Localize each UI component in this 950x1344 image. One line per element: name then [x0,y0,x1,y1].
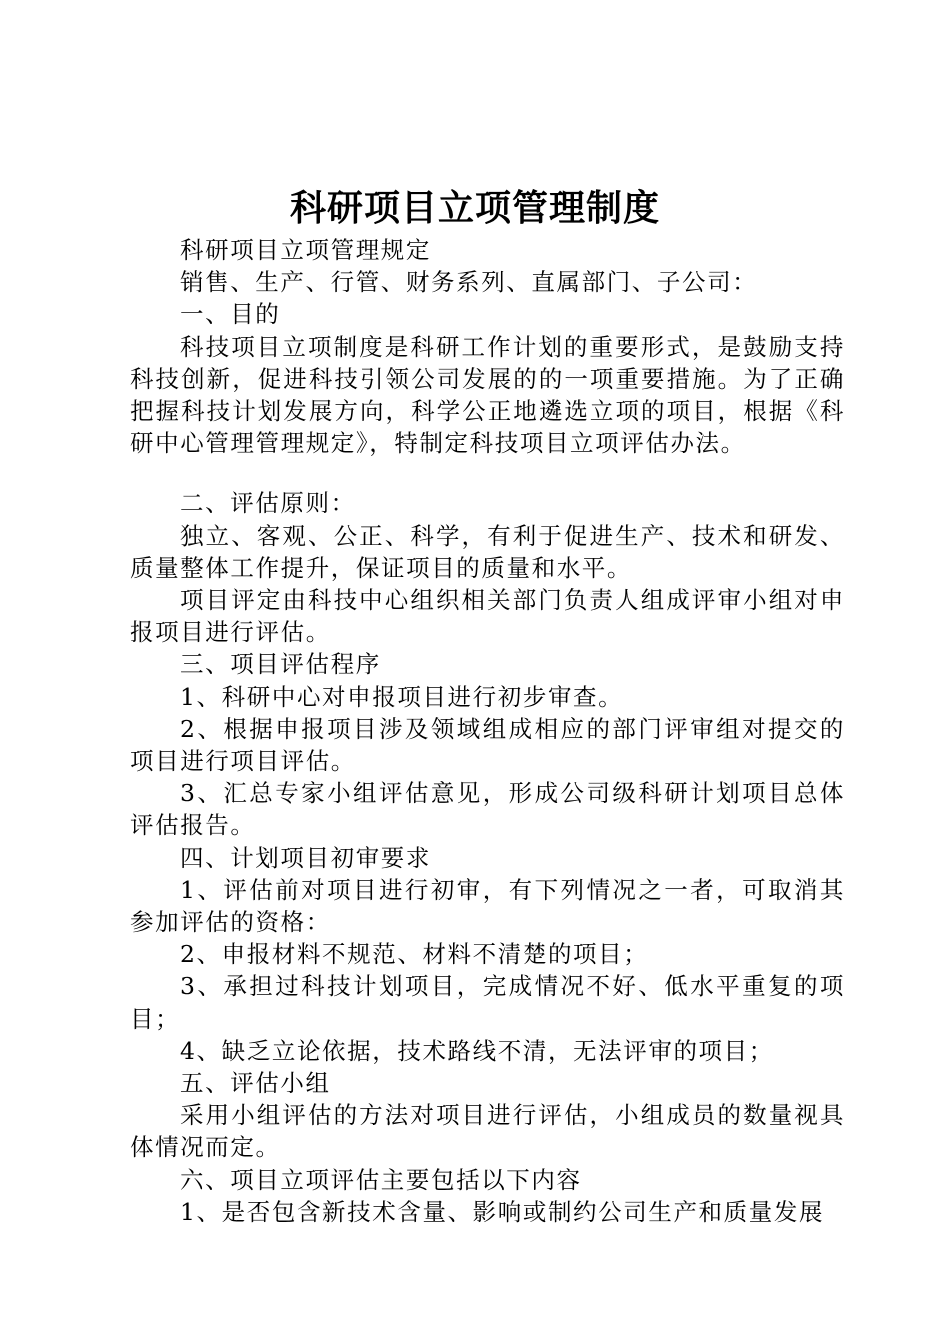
heading-purpose: 一、目的 [180,300,281,329]
heading-initial-review: 四、计划项目初审要求 [180,843,431,872]
document-body [130,234,845,1228]
review-item-3: 3、承担过科技计划项目，完成情况不好、低水平重复的项目； [130,972,845,1033]
paragraph-principles: 独立、客观、公正、科学，有利于促进生产、技术和研发、质量整体工作提升，保证项目的质量和水平。 [130,521,845,582]
paragraph-purpose: 科技项目立项制度是科研工作计划的重要形式，是鼓励支持科技创新，促进科技引领公司发展的的一项重要措施。为了正确把握科技计划发展方向，科学公正地遴选立项的项目，根据《科研中心管理管理规定》，特制定科技项目立项评估办法。 [130,332,845,458]
review-item-1: 1、评估前对项目进行初审，有下列情况之一者，可取消其参加评估的资格： [130,875,845,937]
paragraph-evaluation-team: 项目评定由科技中心组织相关部门负责人组成评审小组对申报项目进行评估。 [130,586,845,647]
procedure-item-2: 2、根据申报项目涉及领域组成相应的部门评审组对提交的项目进行项目评估。 [130,714,845,776]
review-item-2: 2、申报材料不规范、材料不清楚的项目； [180,940,649,969]
heading-evaluation-content: 六、项目立项评估主要包括以下内容 [180,1165,582,1194]
procedure-item-1: 1、科研中心对申报项目进行初步审查。 [180,682,624,711]
heading-principles: 二、评估原则： [180,489,356,518]
paragraph-evaluation-group: 采用小组评估的方法对项目进行评估，小组成员的数量视具体情况而定。 [130,1101,845,1162]
paragraph-subtitle: 科研项目立项管理规定 [180,236,431,264]
paragraph-addressees: 销售、生产、行管、财务系列、直属部门、子公司： [180,268,758,297]
heading-procedure: 三、项目评估程序 [180,650,381,679]
paragraph-gap [130,459,845,487]
heading-evaluation-group: 五、评估小组 [180,1069,331,1098]
procedure-item-3: 3、汇总专家小组评估意见，形成公司级科研计划项目总体评估报告。 [130,779,845,840]
content-item-1: 1、是否包含新技术含量、影响或制约公司生产和质量发展 [180,1197,825,1226]
review-item-4: 4、缺乏立论依据，技术路线不清，无法评审的项目； [180,1036,774,1065]
document-title: 科研项目立项管理制度 [289,187,660,229]
